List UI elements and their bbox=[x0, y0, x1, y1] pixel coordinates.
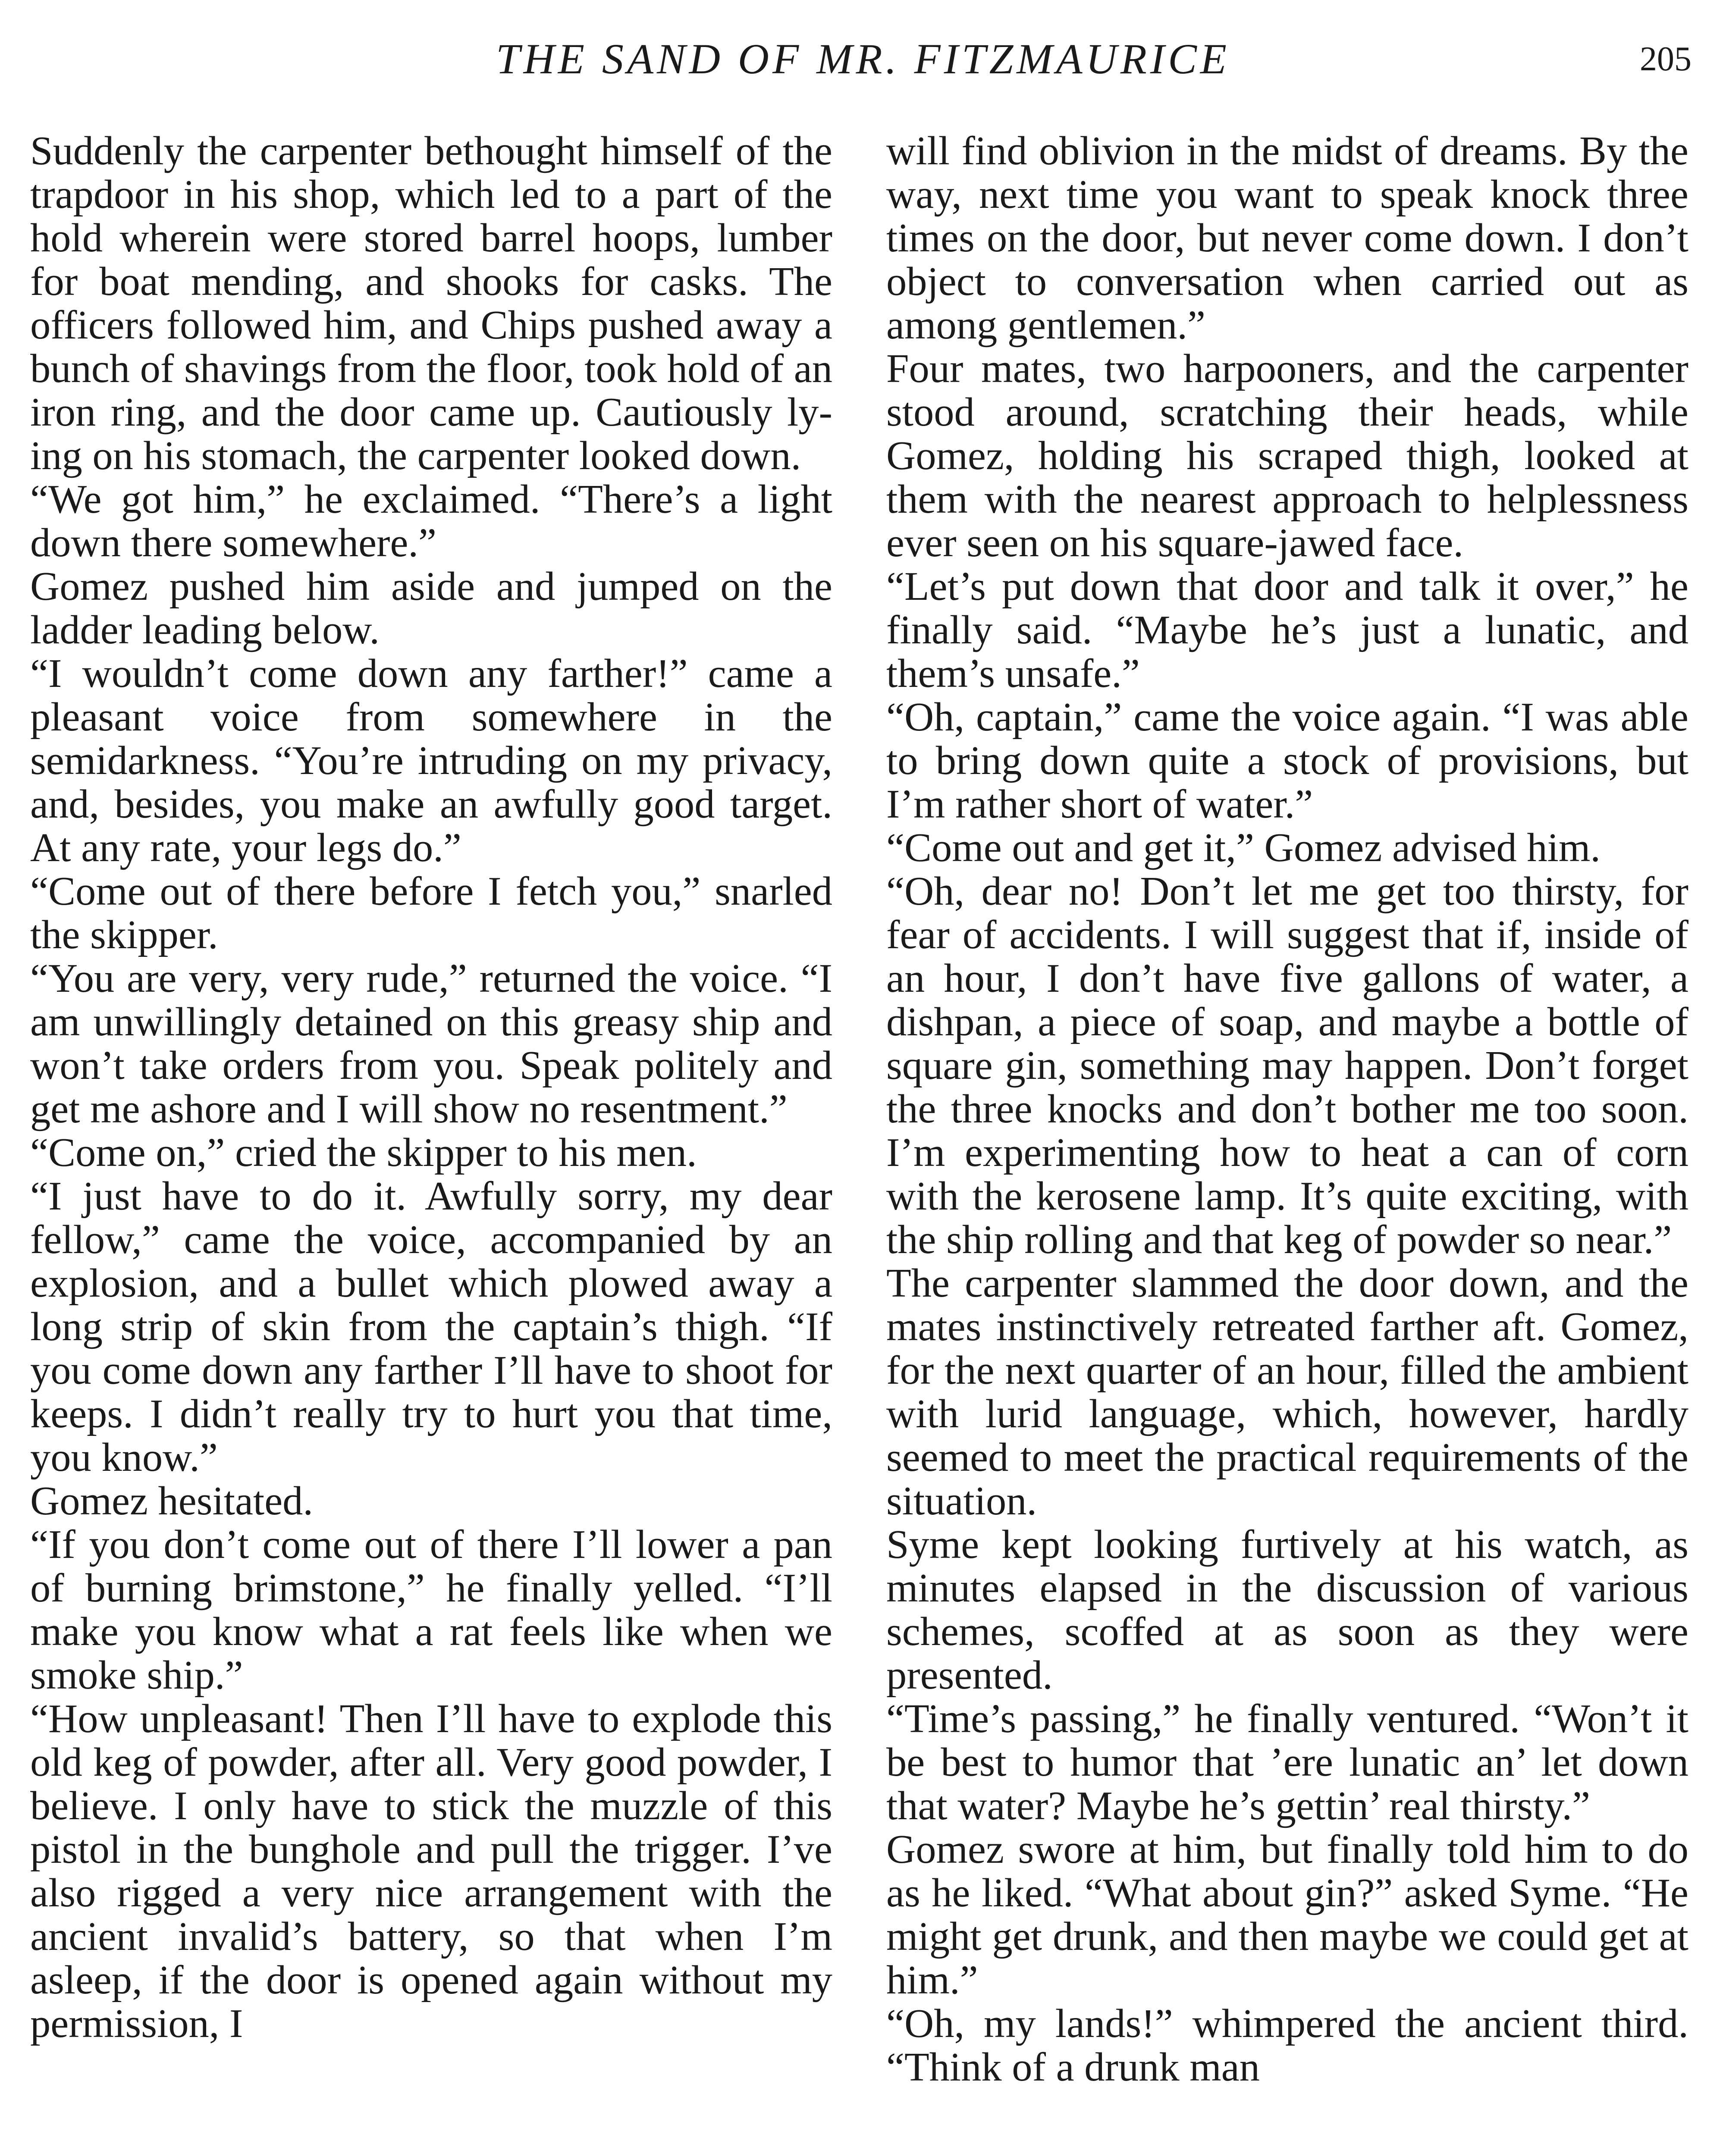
paragraph: Four mates, two harpooners, and the carpenter stood around, scratching their heads, while Gomez, holding his scraped thigh, looked at them with the nearest approach to helplessness ever seen on his square-jawed face. bbox=[886, 346, 1688, 565]
paragraph: “Let’s put down that door and talk it over,” he finally said. “Maybe he’s just a lunatic, and them’s unsafe.” bbox=[886, 564, 1688, 696]
paragraph: “Come out and get it,” Gomez advised him. bbox=[886, 825, 1600, 870]
paragraph: “Oh, captain,” came the voice again. “I was able to bring down quite a stock of provisions, but I’m rather short of water.” bbox=[886, 695, 1688, 827]
paragraph: will find oblivion in the midst of dreams. By the way, next time you want to speak knock three times on the door, but never come down. I don’t object to conversation when carried out as among gentlemen.” bbox=[886, 128, 1688, 348]
paragraph: Syme kept looking furtively at his watch, as minutes elapsed in the discussion of various schemes, scoffed at as soon as they were presented. bbox=[886, 1522, 1688, 1698]
paragraph: “Oh, dear no! Don’t let me get too thirsty, for fear of accidents. I will suggest that if, inside of an hour, I don’t have five gallons of water, a dishpan, a piece of soap, and maybe a bottle of square gin, something may happen. Don’t forget the three knocks and don’t bother me too soon. I’m experimenting how to heat a can of corn with the kerosene lamp. It’s quite exciting, with the ship rolling and that keg of powder so near.” bbox=[886, 869, 1688, 1262]
running-title: THE SAND OF MR. FITZMAURICE bbox=[496, 35, 1230, 83]
paragraph: “Time’s passing,” he finally ventured. “Won’t it be best to humor that ’ere lunatic an’ let down that water? Maybe he’s gettin’ real thirsty.” bbox=[886, 1696, 1688, 1828]
paragraph: Gomez swore at him, but finally told him to do as he liked. “What about gin?” asked Syme. “He might get drunk, and then maybe we could get at him.” bbox=[886, 1827, 1688, 2002]
paragraph: “Oh, my lands!” whimpered the ancient third. “Think of a drunk man bbox=[886, 2001, 1688, 2090]
running-head bbox=[0, 27, 1726, 91]
paragraph: The carpenter slammed the door down, and the mates instinctively retreated farther aft. Gomez, for the next quarter of an hour, filled the ambient with lurid language, which, however, hardly seemed to meet the practical requirements of the situation. bbox=[886, 1261, 1688, 1523]
paragraph: “You are very, very rude,” returned the voice. “I am unwillingly detained on this greasy ship and won’t take orders from you. Speak politely and get me ashore and I will show no resentment.” bbox=[30, 956, 832, 1131]
left-column bbox=[30, 129, 832, 2156]
paragraph: Gomez pushed him aside and jumped on the ladder leading below. bbox=[30, 564, 832, 652]
paragraph: “I just have to do it. Awfully sorry, my dear fellow,” came the voice, accompanied by an explosion, and a bullet which plowed away a long strip of skin from the captain’s thigh. “If you come down any farther I’ll have to shoot for keeps. I didn’t really try to hurt you that time, you know.” bbox=[30, 1174, 832, 1480]
page-number: 205 bbox=[1640, 40, 1691, 78]
paragraph: Suddenly the carpenter bethought himself of the trapdoor in his shop, which led to a part of the hold wherein were stored barrel hoops, lumber for boat mending, and shooks for casks. The officers followed him, and Chips pushed away a bunch of shavings from the floor, took hold of an iron ring, and the door came up. Cautiously lying on his stomach, the carpenter looked down. bbox=[30, 128, 832, 478]
paragraph: Gomez hesitated. bbox=[30, 1479, 314, 1523]
right-column bbox=[886, 129, 1688, 2156]
paragraph: “We got him,” he exclaimed. “There’s a light down there somewhere.” bbox=[30, 477, 832, 565]
paragraph: “Come out of there before I fetch you,” snarled the skipper. bbox=[30, 869, 832, 957]
paragraph: “How unpleasant! Then I’ll have to explode this old keg of powder, after all. Very good powder, I believe. I only have to stick the muzzle of this pistol in the bunghole and pull the trigger. I’ve also rigged a very nice arrangement with the ancient invalid’s battery, so that when I’m asleep, if the door is opened again without my permission, I bbox=[30, 1696, 832, 2046]
paragraph: “I wouldn’t come down any farther!” came a pleasant voice from somewhere in the semidarkness. “You’re intruding on my privacy, and, besides, you make an awfully good target. At any rate, your legs do.” bbox=[30, 651, 832, 870]
paragraph: “If you don’t come out of there I’ll lower a pan of burning brimstone,” he finally yelled. “I’ll make you know what a rat feels like when we smoke ship.” bbox=[30, 1522, 832, 1698]
paragraph: “Come on,” cried the skipper to his men. bbox=[30, 1130, 697, 1175]
